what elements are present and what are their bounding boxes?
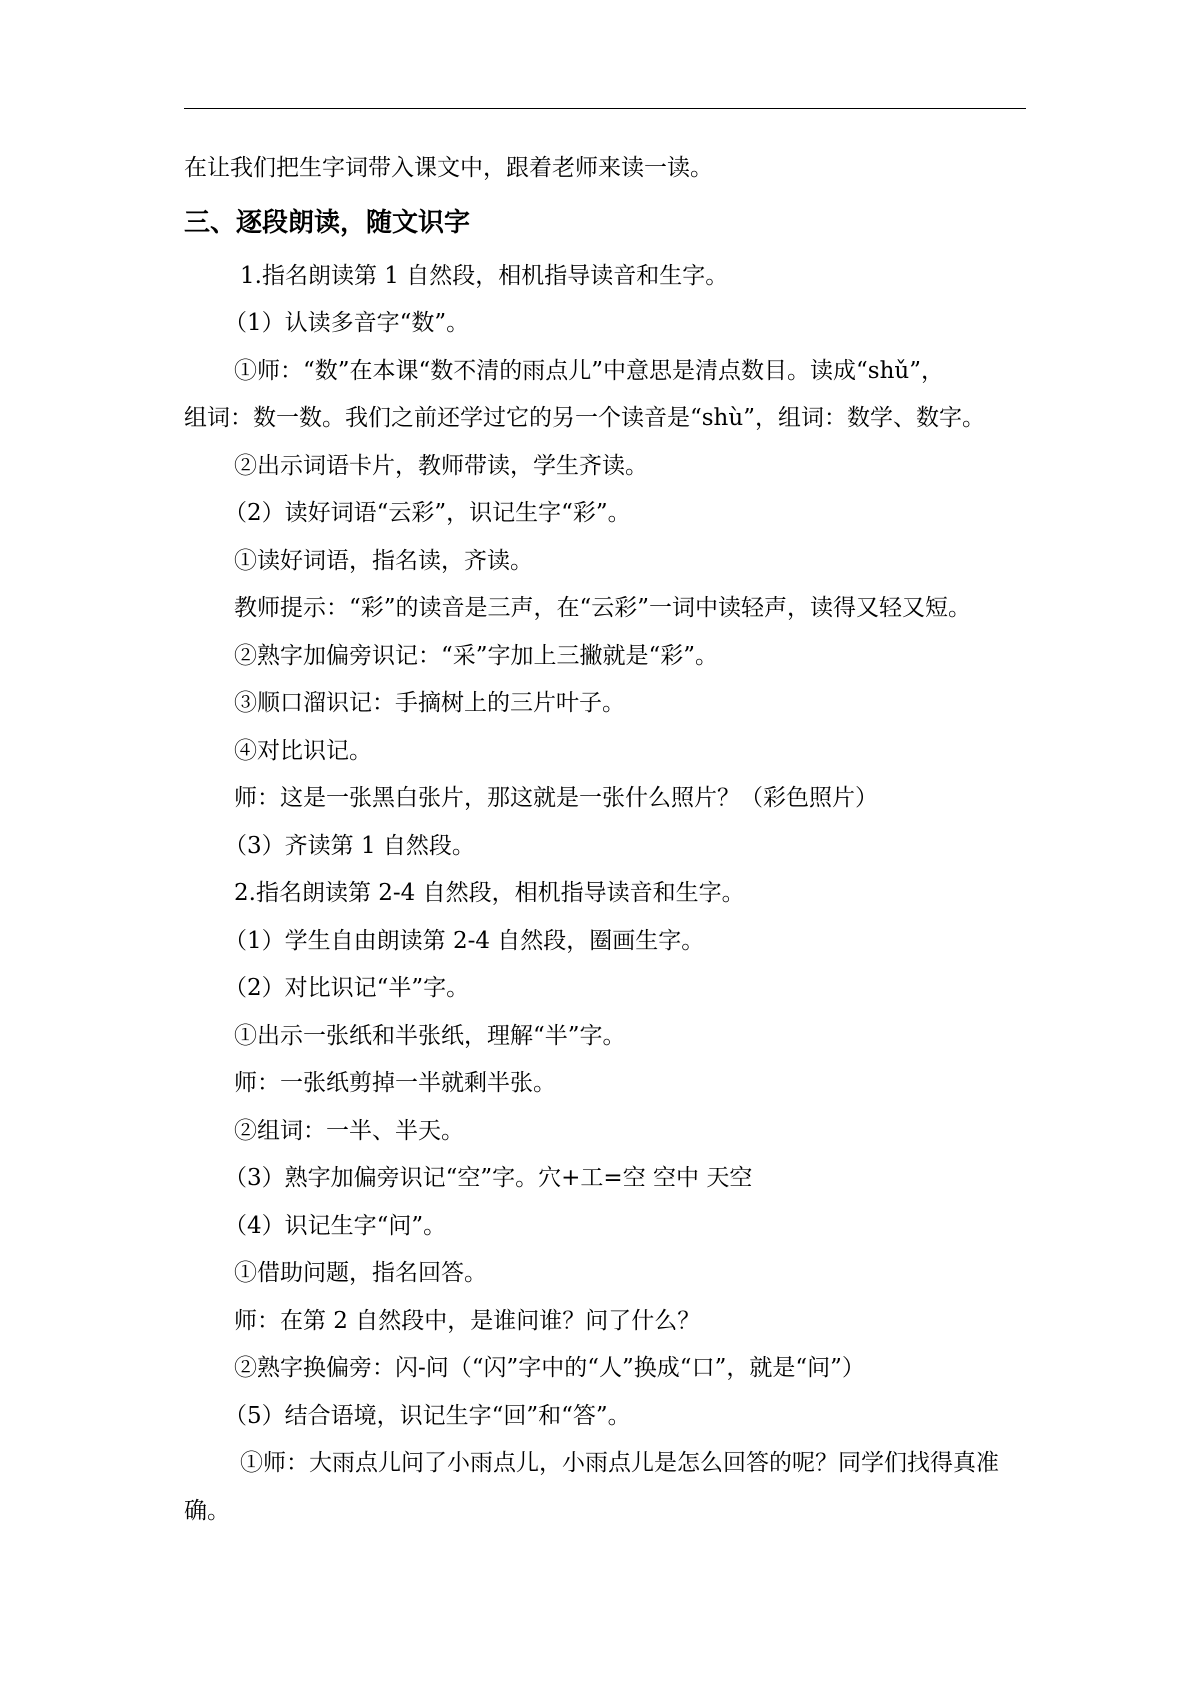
text-line: 1.指名朗读第 1 自然段，相机指导读音和生字。 — [240, 262, 729, 289]
text-line: ①师：大雨点儿问了小雨点儿，小雨点儿是怎么回答的呢？同学们找得真准 — [240, 1450, 999, 1476]
text-line: （3）熟字加偏旁识记“空”字。穴+工=空 空中 天空 — [224, 1165, 753, 1191]
text-line: ③顺口溜识记：手摘树上的三片叶子。 — [234, 690, 625, 716]
text-line: （1）认读多音字“数”。 — [224, 310, 470, 336]
text-line: ②熟字换偏旁：闪-问（“闪”字中的“人”换成“口”，就是“问”） — [234, 1355, 865, 1381]
text-line: （2）读好词语“云彩”，识记生字“彩”。 — [224, 500, 631, 526]
header-rule — [184, 108, 1026, 109]
text-line: （4）识记生字“问”。 — [224, 1212, 447, 1239]
text-line: ①出示一张纸和半张纸，理解“半”字。 — [234, 1022, 626, 1049]
text-line: ①师：“数”在本课“数不清的雨点儿”中意思是清点数目。读成“shǔ”， — [234, 357, 944, 384]
text-line: （2）对比识记“半”字。 — [224, 975, 470, 1001]
text-line: 2.指名朗读第 2-4 自然段，相机指导读音和生字。 — [234, 880, 745, 906]
text-line: ②出示词语卡片，教师带读，学生齐读。 — [234, 452, 648, 479]
text-line: （5）结合语境，识记生字“回”和“答”。 — [224, 1402, 631, 1429]
text-line: 组词：数一数。我们之前还学过它的另一个读音是“shù”，组词：数学、数字。 — [184, 405, 985, 431]
text-line: ①读好词语，指名读，齐读。 — [234, 547, 533, 574]
text-line: ②熟字加偏旁识记：“采”字加上三撇就是“彩”。 — [234, 642, 719, 669]
text-line: 师：这是一张黑白张片，那这就是一张什么照片？（彩色照片） — [234, 785, 878, 811]
text-line: 师：在第 2 自然段中，是谁问谁？问了什么？ — [234, 1307, 701, 1334]
text-line: 教师提示：“彩”的读音是三声，在“云彩”一词中读轻声，读得又轻又短。 — [234, 595, 972, 621]
section-heading: 三、逐段朗读，随文识字 — [184, 207, 471, 238]
text-line: ④对比识记。 — [234, 737, 372, 764]
text-line: （3）齐读第 1 自然段。 — [224, 832, 475, 859]
text-line: 师：一张纸剪掉一半就剩半张。 — [234, 1070, 556, 1096]
document-body — [184, 154, 1026, 1544]
text-line: （1）学生自由朗读第 2-4 自然段，圈画生字。 — [224, 927, 705, 954]
text-line: ②组词：一半、半天。 — [234, 1117, 464, 1144]
text-line: 确。 — [184, 1497, 230, 1524]
text-line: ①借助问题，指名回答。 — [234, 1260, 487, 1286]
text-line: 在让我们把生字词带入课文中，跟着老师来读一读。 — [184, 155, 713, 181]
